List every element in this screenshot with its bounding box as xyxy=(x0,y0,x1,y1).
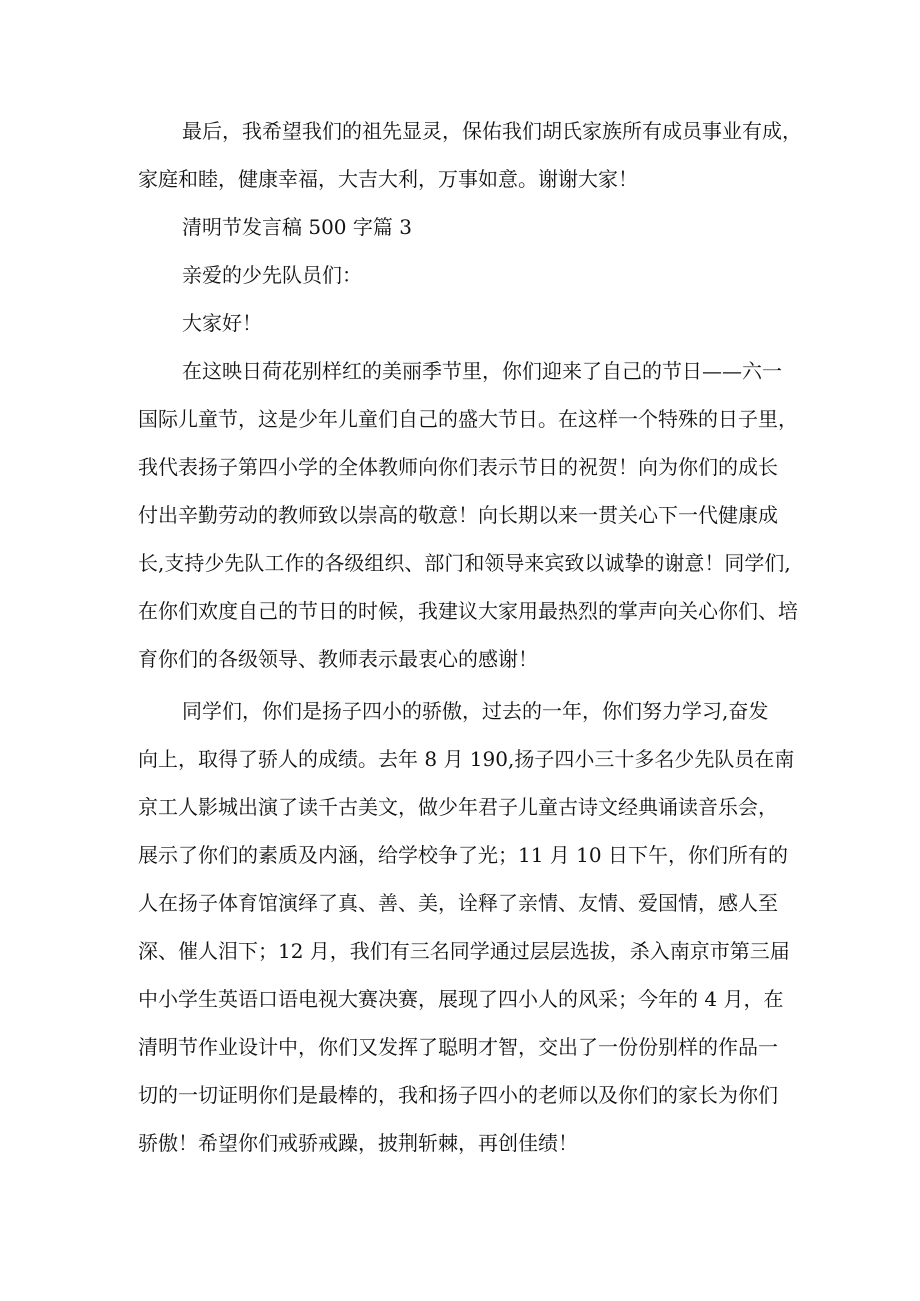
paragraph-2-line-6: 深、催人泪下；12 月，我们有三名同学通过层层选拔，杀入南京市第三届 xyxy=(138,939,790,963)
paragraph-closing-line-2: 家庭和睦，健康幸福，大吉大利，万事如意。谢谢大家！ xyxy=(138,167,638,191)
paragraph-1-line-4: 付出辛勤劳动的教师致以崇高的敬意！向长期以来一贯关心下一代健康成 xyxy=(138,503,778,527)
paragraph-1-line-3: 我代表扬子第四小学的全体教师向你们表示节日的祝贺！向为你们的成长 xyxy=(138,455,778,479)
section-heading: 清明节发言稿 500 字篇 3 xyxy=(182,215,412,239)
paragraph-2-line-8: 清明节作业设计中，你们又发挥了聪明才智，交出了一份份别样的作品一 xyxy=(138,1035,778,1059)
paragraph-2-line-1: 同学们，你们是扬子四小的骄傲，过去的一年，你们努力学习,奋发 xyxy=(182,699,769,723)
paragraph-1-line-1: 在这映日荷花别样红的美丽季节里，你们迎来了自己的节日——六一 xyxy=(182,359,782,383)
salutation: 亲爱的少先队员们： xyxy=(182,263,362,287)
greeting: 大家好！ xyxy=(182,311,262,335)
paragraph-2-line-10: 骄傲！希望你们戒骄戒躁，披荆斩棘，再创佳绩！ xyxy=(138,1131,578,1155)
paragraph-2-line-2: 向上，取得了骄人的成绩。去年 8 月 190,扬子四小三十多名少先队员在南 xyxy=(138,747,795,771)
paragraph-2-line-7: 中小学生英语口语电视大赛决赛，展现了四小人的风采；今年的 4 月，在 xyxy=(138,987,784,1011)
paragraph-2-line-9: 切的一切证明你们是最棒的，我和扬子四小的老师以及你们的家长为你们 xyxy=(138,1083,778,1107)
paragraph-1-line-5: 长,支持少先队工作的各级组织、部门和领导来宾致以诚挚的谢意！同学们, xyxy=(138,551,791,575)
paragraph-1-line-6: 在你们欢度自己的节日的时候，我建议大家用最热烈的掌声向关心你们、培 xyxy=(138,599,798,623)
paragraph-2-line-4: 展示了你们的素质及内涵，给学校争了光；11 月 10 日下午，你们所有的 xyxy=(138,843,788,867)
paragraph-2-line-3: 京工人影城出演了读千古美文，做少年君子儿童古诗文经典诵读音乐会， xyxy=(138,795,778,819)
paragraph-1-line-2: 国际儿童节，这是少年儿童们自己的盛大节日。在这样一个特殊的日子里， xyxy=(138,407,798,431)
paragraph-1-line-7: 育你们的各级领导、教师表示最衷心的感谢！ xyxy=(138,647,538,671)
paragraph-2-line-5: 人在扬子体育馆演绎了真、善、美，诠释了亲情、友情、爱国情，感人至 xyxy=(138,891,778,915)
paragraph-closing-line-1: 最后，我希望我们的祖先显灵，保佑我们胡氏家族所有成员事业有成， xyxy=(182,119,802,143)
